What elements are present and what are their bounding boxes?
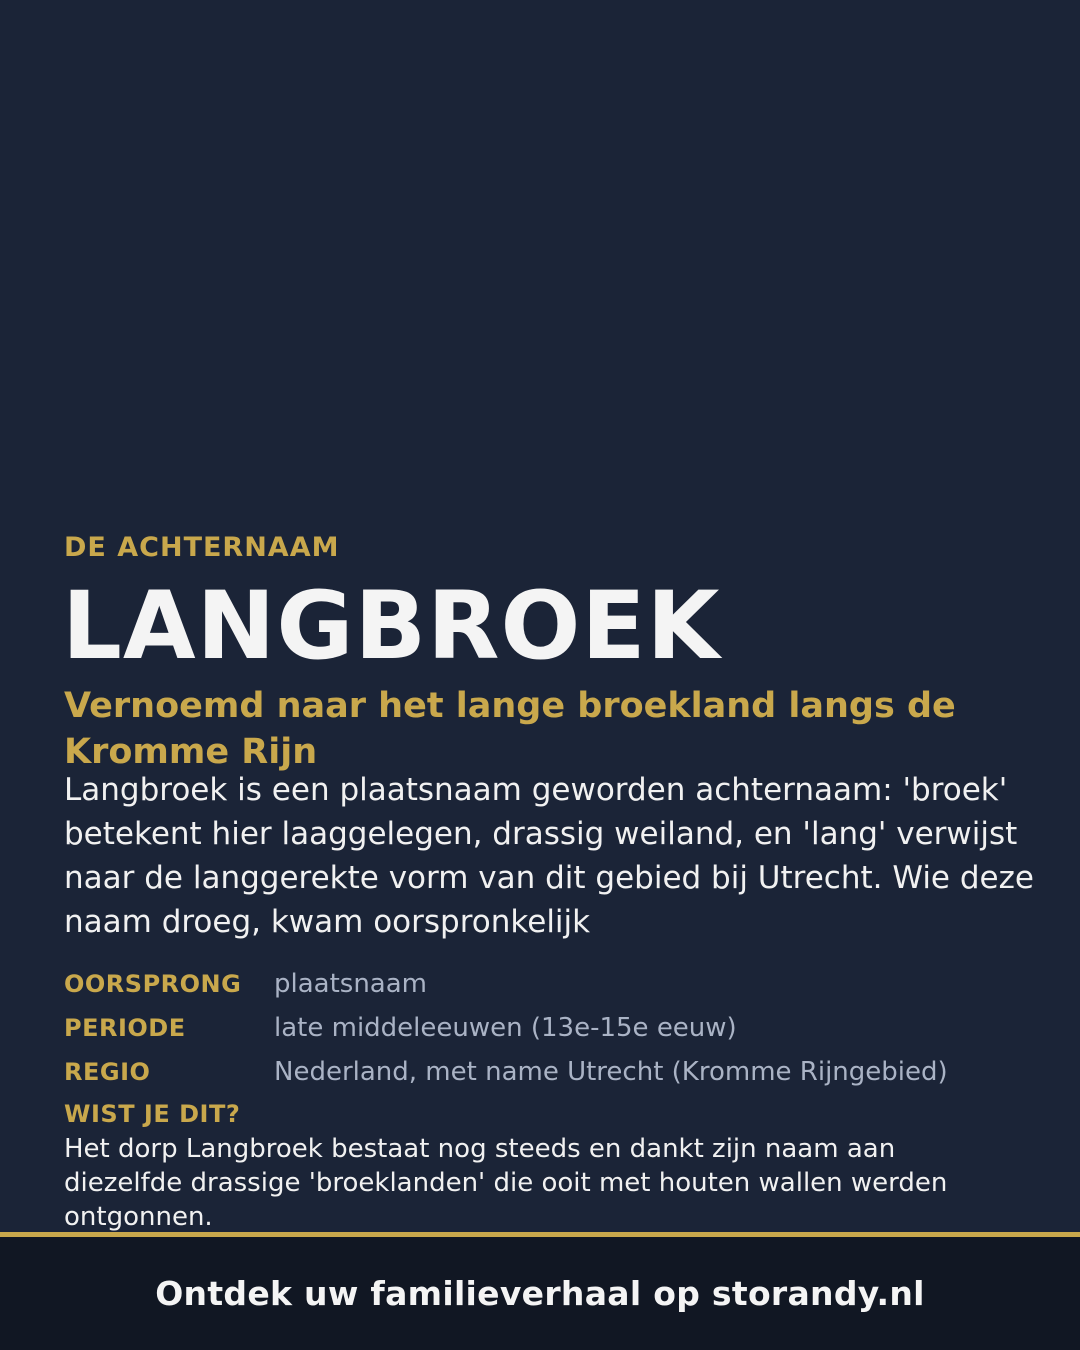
did-you-know-text: Het dorp Langbroek bestaat nog steeds en dankt zijn naam aan diezelfde drassige 'broeklanden' die ooit met houten wallen werden ontgonnen. [64, 1134, 948, 1232]
surname-description: Langbroek is een plaatsnaam geworden achternaam: 'broek' betekent hier laaggelegen, drassig weiland, en 'lang' verwijst naar de langgerekte vorm van dit gebied bij Utrecht. Wie deze naam droeg, kwam oorspronkelijk [64, 772, 1034, 940]
facts-list [64, 962, 1054, 1094]
fact-value: Nederland, met name Utrecht (Kromme Rijngebied) [274, 1057, 948, 1087]
fact-row-region [64, 1050, 1054, 1094]
fact-label: PERIODE [64, 1014, 186, 1042]
fact-label: REGIO [64, 1058, 151, 1086]
surname-title: LANGBROEK [62, 572, 721, 681]
footer-banner [0, 1232, 1080, 1350]
eyebrow-label: DE ACHTERNAAM [64, 532, 340, 563]
fact-value: plaatsnaam [274, 969, 428, 999]
fact-value: late middeleeuwen (13e-15e eeuw) [274, 1013, 737, 1043]
fact-row-origin [64, 962, 1054, 1006]
surname-subtitle: Vernoemd naar het lange broekland langs de Kromme Rijn [64, 686, 956, 772]
did-you-know-label: WIST JE DIT? [64, 1100, 241, 1128]
fact-row-period [64, 1006, 1054, 1050]
fact-label: OORSPRONG [64, 970, 242, 998]
footer-cta: Ontdek uw familieverhaal op storandy.nl [155, 1274, 925, 1313]
